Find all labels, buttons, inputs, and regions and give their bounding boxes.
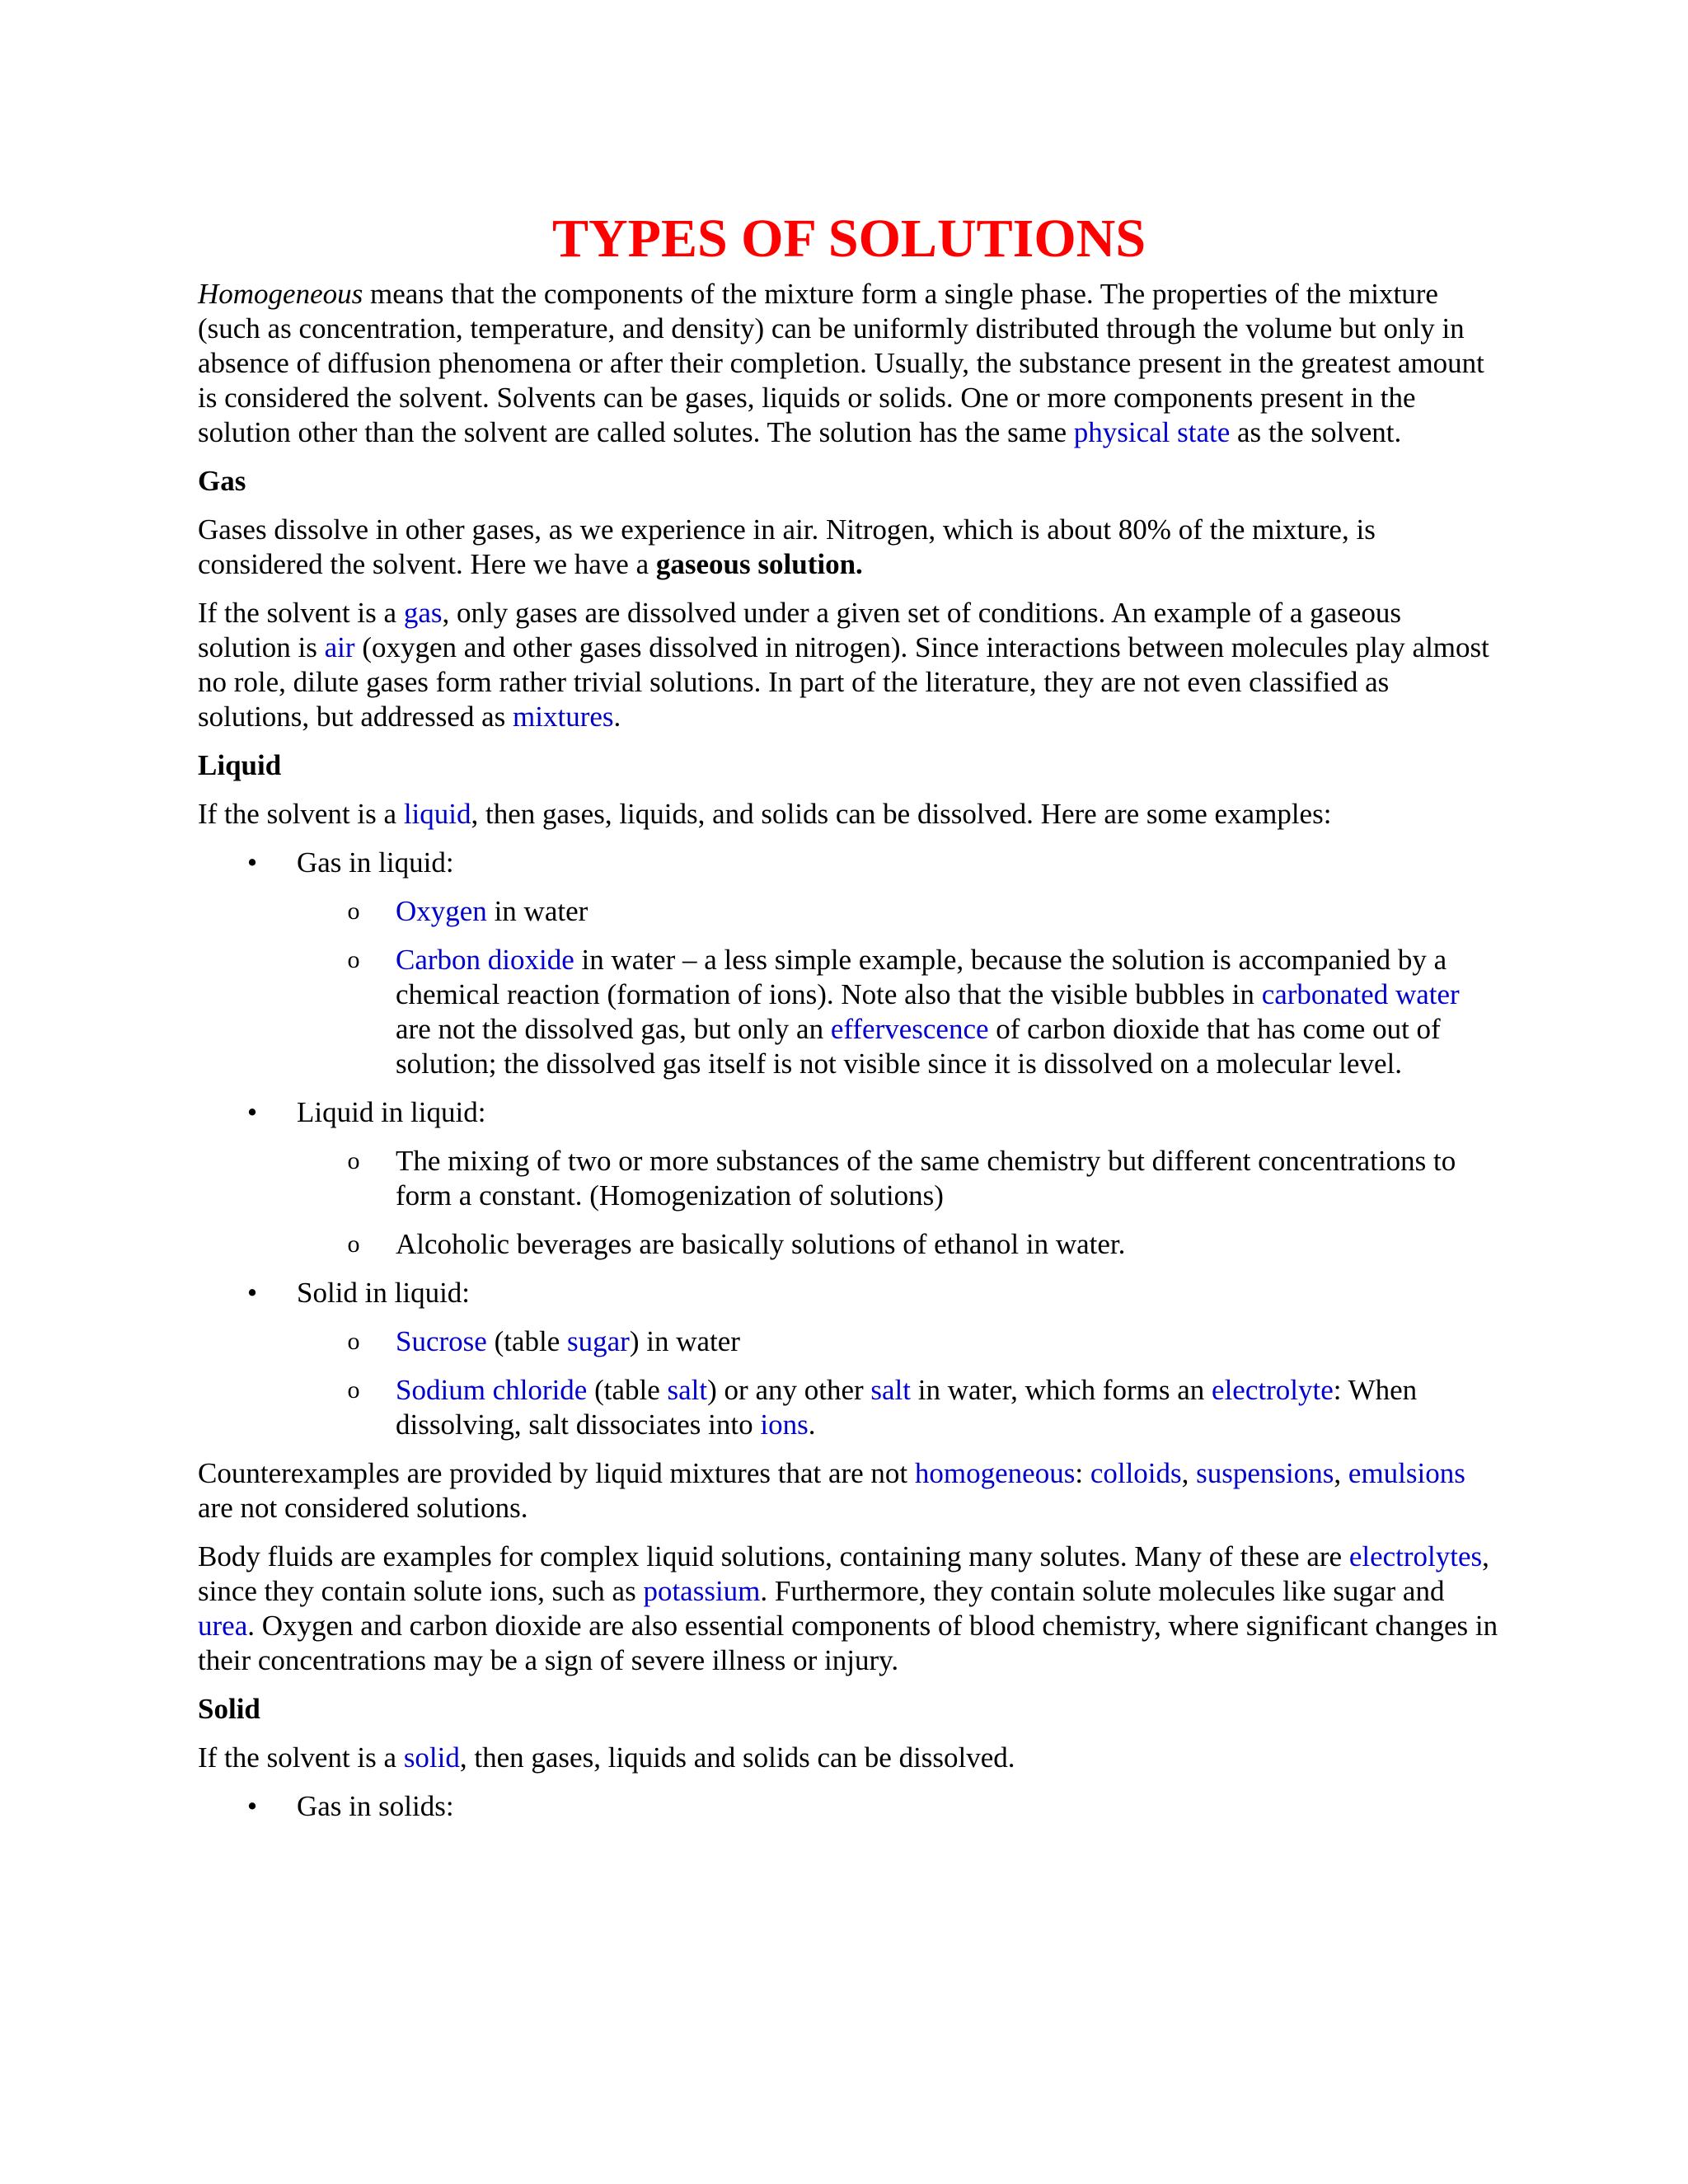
link-carbon-dioxide[interactable]: Carbon dioxide — [396, 944, 574, 976]
counterexamples-paragraph: Counterexamples are provided by liquid mixtures that are not homogeneous: colloids, suspensions, emulsions are not considered solutions. — [198, 1457, 1465, 1524]
circle-bullet-icon: o — [347, 1147, 360, 1174]
link-ions[interactable]: ions — [760, 1408, 809, 1441]
heading-gas: Gas — [198, 465, 246, 497]
solid-examples-list — [198, 1789, 1500, 1824]
link-potassium[interactable]: potassium — [643, 1575, 761, 1607]
link-air[interactable]: air — [324, 631, 355, 663]
circle-bullet-icon: o — [347, 1230, 360, 1258]
link-electrolytes[interactable]: electrolytes — [1348, 1540, 1483, 1572]
circle-bullet-icon: o — [347, 1376, 360, 1404]
circle-bullet-icon: o — [347, 946, 360, 973]
liquid-examples-list — [198, 846, 1500, 1442]
sub-list — [297, 1144, 1500, 1262]
bullet-icon: • — [246, 1096, 258, 1128]
bullet-icon: • — [246, 846, 258, 879]
sub-list-item: o Carbon dioxide in water – a less simple example, because the solution is accompanied by a chemical reaction (formation of ions). Note also that the visible bubbles in carbonated water are not the dissolved gas, but only an effervescence of carbon dioxide that has come out of solution; the dissolved gas itself is not visible since it is dissolved on a molecular level. — [297, 943, 1500, 1081]
heading-liquid: Liquid — [198, 749, 282, 781]
body-fluids-paragraph: Body fluids are examples for complex liquid solutions, containing many solutes. Many of these are electrolytes, since they contain solute ions, such as potassium. Furthermore, they contain solute molecules like sugar and urea. Oxygen and carbon dioxide are also essential components of blood chemistry, where significant changes in their concentrations may be a sign of severe illness or injury. — [198, 1540, 1498, 1676]
bullet-icon: • — [246, 1277, 258, 1309]
link-sodium-chloride[interactable]: Sodium chloride — [396, 1374, 588, 1406]
sub-list-item: o Oxygen in water — [297, 894, 1500, 929]
link-urea[interactable]: urea — [198, 1610, 248, 1642]
link-mixtures[interactable]: mixtures — [513, 701, 614, 733]
link-sugar[interactable]: sugar — [567, 1325, 630, 1357]
link-suspensions[interactable]: suspensions — [1196, 1457, 1334, 1489]
list-item-liquid-in-liquid — [198, 1095, 1500, 1262]
liquid-paragraph-1: If the solvent is a liquid, then gases, liquids, and solids can be dissolved. Here are some examples: — [198, 798, 1332, 830]
term-gaseous-solution: gaseous solution. — [655, 548, 863, 580]
link-colloids[interactable]: colloids — [1090, 1457, 1182, 1489]
link-salt[interactable]: salt — [667, 1374, 708, 1406]
link-liquid[interactable]: liquid — [403, 798, 471, 830]
intro-paragraph: Homogeneous means that the components of the mixture form a single phase. The properties of the mixture (such as concentration, temperature, and density) can be uniformly distributed through the volume but only in absence of diffusion phenomena or after their completion. Usually, the substance present in the greatest amount is considered the solvent. Solvents can be gases, liquids or solids. One or more components present in the solution other than the solvent are called solutes. The solution has the same physical state as the solvent. — [198, 278, 1484, 448]
bullet-icon: • — [246, 1790, 258, 1822]
link-sucrose[interactable]: Sucrose — [396, 1325, 487, 1357]
sub-list-item: o Alcoholic beverages are basically solutions of ethanol in water. — [297, 1227, 1500, 1262]
link-homogeneous[interactable]: homogeneous — [914, 1457, 1076, 1489]
link-effervescence[interactable]: effervescence — [830, 1013, 989, 1045]
heading-solid: Solid — [198, 1693, 260, 1725]
sub-list-item: o Sucrose (table sugar) in water — [297, 1324, 1500, 1359]
link-oxygen[interactable]: Oxygen — [396, 895, 487, 927]
document-page — [198, 206, 1500, 1838]
link-electrolyte[interactable]: electrolyte — [1212, 1374, 1334, 1406]
list-item-label: Gas in liquid: — [297, 846, 454, 879]
link-emulsions[interactable]: emulsions — [1348, 1457, 1465, 1489]
link-salt-2[interactable]: salt — [870, 1374, 912, 1406]
list-item-label: Gas in solids: — [297, 1790, 454, 1822]
list-item-solid-in-liquid — [198, 1276, 1500, 1442]
sub-list — [297, 1324, 1500, 1442]
page-title: TYPES OF SOLUTIONS — [551, 209, 1146, 269]
circle-bullet-icon: o — [347, 898, 360, 925]
circle-bullet-icon: o — [347, 1328, 360, 1355]
link-physical-state[interactable]: physical state — [1073, 416, 1231, 448]
term-homogeneous: Homogeneous — [198, 278, 363, 310]
list-item-gas-in-solids — [198, 1789, 1500, 1824]
list-item-gas-in-liquid — [198, 846, 1500, 1081]
link-gas[interactable]: gas — [403, 597, 443, 629]
sub-list — [297, 894, 1500, 1081]
list-item-label: Liquid in liquid: — [297, 1096, 486, 1128]
link-carbonated-water[interactable]: carbonated water — [1261, 978, 1460, 1010]
solid-paragraph-1: If the solvent is a solid, then gases, liquids and solids can be dissolved. — [198, 1741, 1015, 1774]
gas-paragraph-1: Gases dissolve in other gases, as we experience in air. Nitrogen, which is about 80% of the mixture, is considered the solvent. Here we have a gaseous solution. — [198, 513, 1376, 580]
sub-list-item: o Sodium chloride (table salt) or any other salt in water, which forms an electrolyte: When dissolving, salt dissociates into ions. — [297, 1373, 1500, 1442]
gas-paragraph-2: If the solvent is a gas, only gases are dissolved under a given set of conditions. An example of a gaseous solution is air (oxygen and other gases dissolved in nitrogen). Since interactions between molecules play almost no role, dilute gases form rather trivial solutions. In part of the literature, they are not even classified as solutions, but addressed as mixtures. — [198, 597, 1489, 733]
list-item-label: Solid in liquid: — [297, 1277, 471, 1309]
link-solid[interactable]: solid — [403, 1741, 460, 1774]
sub-list-item: o The mixing of two or more substances of the same chemistry but different concentrations to form a constant. (Homogenization of solutions) — [297, 1144, 1500, 1213]
